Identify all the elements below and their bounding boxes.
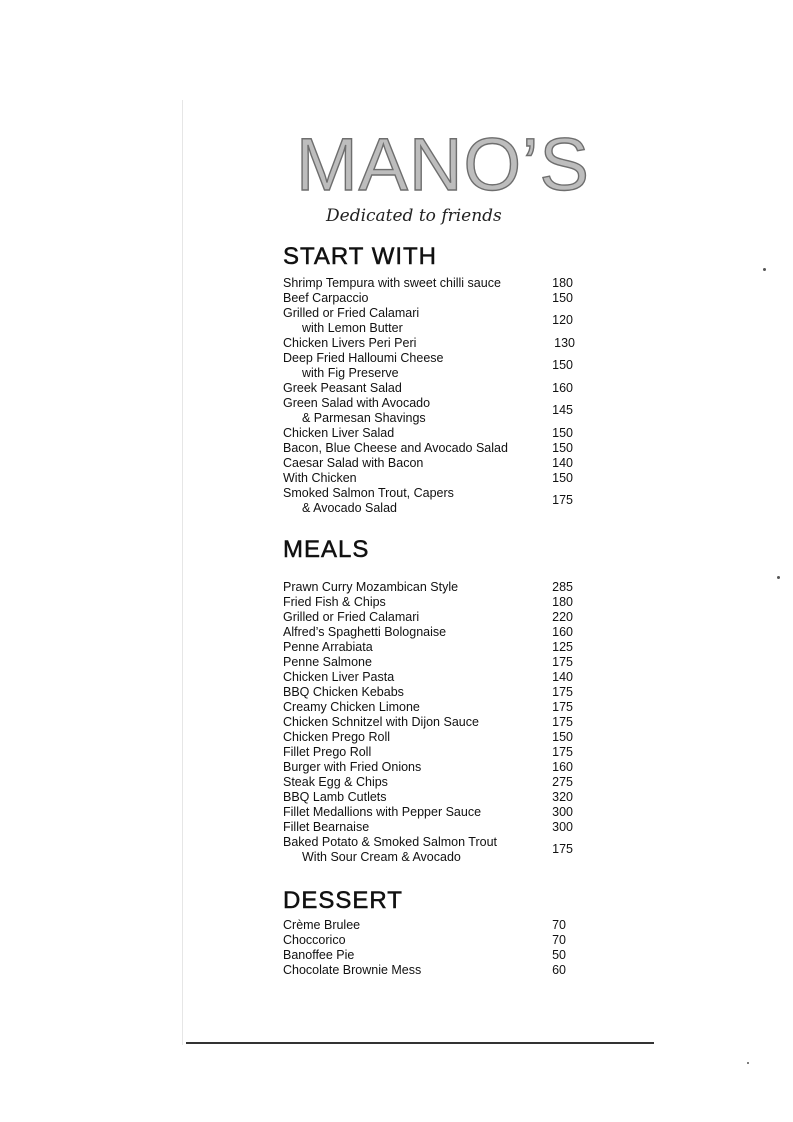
- menu-item: [283, 715, 573, 730]
- item-name: Chocolate Brownie Mess: [283, 963, 422, 977]
- menu-item: [283, 655, 573, 670]
- item-price: 120: [552, 313, 573, 327]
- menu-item: [283, 336, 573, 351]
- item-name: Shrimp Tempura with sweet chilli sauce: [283, 276, 501, 290]
- restaurant-name: MANO’S: [296, 123, 590, 206]
- item-price: 175: [552, 655, 573, 669]
- item-name: Prawn Curry Mozambican Style: [283, 580, 459, 594]
- menu-item: [283, 381, 573, 396]
- menu-item: [283, 580, 573, 595]
- menu-item: [283, 291, 573, 306]
- item-price: 125: [552, 640, 573, 654]
- item-price: 175: [552, 745, 573, 759]
- menu-item: [283, 640, 573, 655]
- menu-item: [283, 351, 573, 381]
- item-name: Choccorico: [283, 933, 346, 947]
- menu-item: [283, 625, 573, 640]
- scan-edge-left: [182, 100, 183, 1045]
- item-price: 180: [552, 276, 573, 290]
- item-name: Fried Fish & Chips: [283, 595, 386, 609]
- item-name: Greek Peasant Salad: [283, 381, 402, 395]
- menu-item: [283, 745, 573, 760]
- item-name: Bacon, Blue Cheese and Avocado Salad: [283, 441, 508, 455]
- item-subtext: With Sour Cream & Avocado: [302, 850, 461, 864]
- menu-item: [283, 918, 573, 933]
- item-subtext: with Fig Preserve: [302, 366, 399, 380]
- scan-speck: [777, 576, 780, 579]
- item-name: Steak Egg & Chips: [283, 775, 388, 789]
- menu-item: [283, 775, 573, 790]
- item-name: Smoked Salmon Trout, Capers: [283, 486, 454, 500]
- item-subtext: with Lemon Butter: [302, 321, 403, 335]
- menu-item: [283, 700, 573, 715]
- item-name-block: [283, 486, 454, 516]
- item-name: Grilled or Fried Calamari: [283, 306, 420, 320]
- item-price: 50: [552, 948, 566, 962]
- item-price: 285: [552, 580, 573, 594]
- item-price: 140: [552, 456, 573, 470]
- item-name: Fillet Bearnaise: [283, 820, 370, 834]
- item-name: Burger with Fried Onions: [283, 760, 422, 774]
- item-name: Beef Carpaccio: [283, 291, 369, 305]
- menu-item: [283, 948, 573, 963]
- item-price: 160: [552, 381, 573, 395]
- item-name: Chicken Schnitzel with Dijon Sauce: [283, 715, 479, 729]
- menu-item: [283, 933, 573, 948]
- item-name: Fillet Medallions with Pepper Sauce: [283, 805, 482, 819]
- menu-item: [283, 306, 573, 336]
- section-title-start-with: START WITH: [283, 243, 437, 270]
- item-name: With Chicken: [283, 471, 357, 485]
- item-price: 70: [552, 933, 566, 947]
- item-name: Chicken Liver Salad: [283, 426, 395, 440]
- item-price: 175: [552, 493, 573, 507]
- item-price: 150: [552, 358, 573, 372]
- dessert-list: [283, 918, 573, 978]
- item-price: 160: [552, 760, 573, 774]
- menu-item: [283, 486, 573, 516]
- item-price: 150: [552, 441, 573, 455]
- item-name: Deep Fried Halloumi Cheese: [283, 351, 444, 365]
- menu-item: [283, 276, 573, 291]
- item-name: BBQ Lamb Cutlets: [283, 790, 387, 804]
- item-name: Chicken Prego Roll: [283, 730, 390, 744]
- item-name: Caesar Salad with Bacon: [283, 456, 424, 470]
- section-title-meals: MEALS: [283, 536, 370, 563]
- item-subtext: & Avocado Salad: [302, 501, 397, 515]
- item-name-block: [283, 835, 497, 865]
- item-subtext: & Parmesan Shavings: [302, 411, 426, 425]
- item-name: Penne Salmone: [283, 655, 372, 669]
- item-price: 130: [554, 336, 575, 350]
- item-name: Chicken Liver Pasta: [283, 670, 395, 684]
- item-price: 150: [552, 471, 573, 485]
- start-with-list: [283, 276, 573, 516]
- menu-item: [283, 760, 573, 775]
- item-name: Fillet Prego Roll: [283, 745, 372, 759]
- item-price: 300: [552, 805, 573, 819]
- item-price: 150: [552, 426, 573, 440]
- item-price: 320: [552, 790, 573, 804]
- menu-item: [283, 805, 573, 820]
- menu-item: [283, 595, 573, 610]
- item-price: 175: [552, 842, 573, 856]
- menu-item: [283, 670, 573, 685]
- item-name: Alfred’s Spaghetti Bolognaise: [283, 625, 447, 639]
- item-price: 70: [552, 918, 566, 932]
- menu-item: [283, 456, 573, 471]
- item-name: Chicken Livers Peri Peri: [283, 336, 417, 350]
- item-name: Creamy Chicken Limone: [283, 700, 420, 714]
- menu-item: [283, 396, 573, 426]
- item-name-block: [283, 351, 444, 381]
- item-name-block: [283, 396, 430, 426]
- menu-item: [283, 790, 573, 805]
- menu-item: [283, 610, 573, 625]
- menu-item: [283, 963, 573, 978]
- item-name: BBQ Chicken Kebabs: [283, 685, 404, 699]
- item-price: 60: [552, 963, 566, 977]
- item-price: 140: [552, 670, 573, 684]
- scan-speck: [747, 1062, 749, 1064]
- item-name-block: [283, 306, 419, 336]
- item-name: Crème Brulee: [283, 918, 361, 932]
- menu-item: [283, 441, 573, 456]
- item-price: 160: [552, 625, 573, 639]
- scan-speck: [763, 268, 766, 271]
- item-name: Banoffee Pie: [283, 948, 355, 962]
- item-name: Baked Potato & Smoked Salmon Trout: [283, 835, 498, 849]
- item-price: 150: [552, 291, 573, 305]
- item-price: 275: [552, 775, 573, 789]
- menu-item: [283, 685, 573, 700]
- item-price: 175: [552, 685, 573, 699]
- item-price: 175: [552, 715, 573, 729]
- item-price: 175: [552, 700, 573, 714]
- section-title-dessert: DESSERT: [283, 887, 403, 914]
- page-bottom-rule: [186, 1042, 654, 1044]
- menu-item: [283, 730, 573, 745]
- tagline: Dedicated to friends: [326, 206, 502, 226]
- item-name: Green Salad with Avocado: [283, 396, 431, 410]
- menu-item: [283, 835, 573, 865]
- menu-item: [283, 471, 573, 486]
- item-price: 300: [552, 820, 573, 834]
- item-name: Grilled or Fried Calamari: [283, 610, 420, 624]
- meals-list: [283, 580, 573, 865]
- item-price: 220: [552, 610, 573, 624]
- item-price: 145: [552, 403, 573, 417]
- menu-item: [283, 820, 573, 835]
- item-price: 150: [552, 730, 573, 744]
- menu-item: [283, 426, 573, 441]
- item-name: Penne Arrabiata: [283, 640, 373, 654]
- item-price: 180: [552, 595, 573, 609]
